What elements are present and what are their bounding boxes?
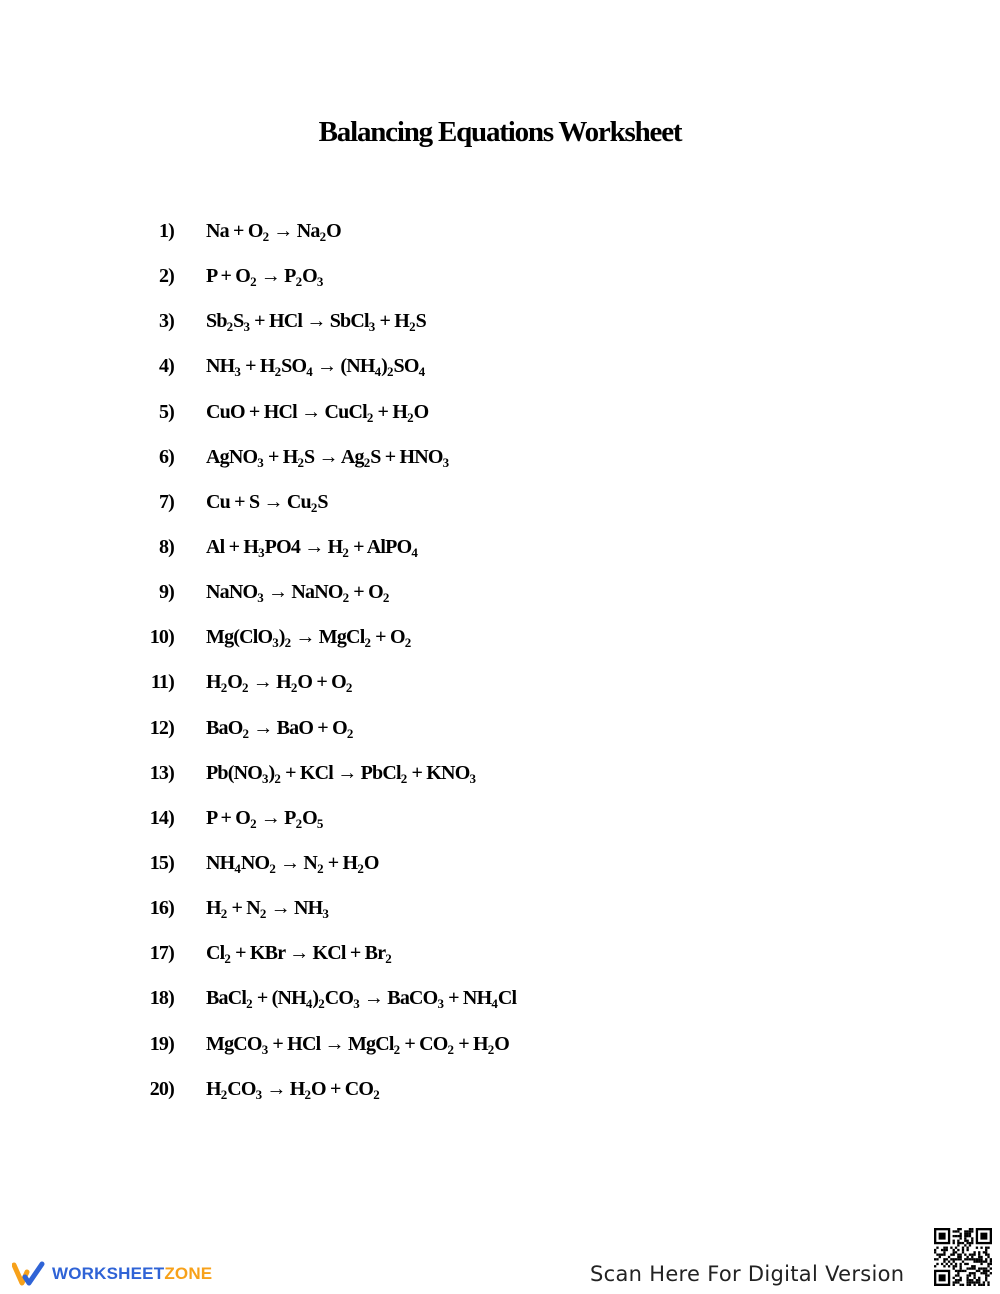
problem-number: 4) xyxy=(158,355,174,378)
chemical-equation: NaNO$_3$ → NaNO$_2$ + $O_2$ xyxy=(206,581,390,606)
problem-list xyxy=(0,212,1000,1115)
chemical-equation: $Sb_2S_3$ + HCl → SbCl$_3$ + $H_2S$ xyxy=(206,310,426,335)
problem-number: 13) xyxy=(149,761,174,784)
problem-item xyxy=(0,709,1000,754)
chemical-equation: $NH_4NO_2 \to N_2 + H_2O$ xyxy=(206,851,379,876)
chemical-equation: $P + O_2 \to P_2O_5$ xyxy=(206,806,324,831)
chemical-equation: $Mg(ClO_3)_2$ → MgCl$_2$ + $O_2$ xyxy=(206,626,412,651)
problem-number: 20) xyxy=(149,1077,174,1100)
problem-item xyxy=(0,573,1000,618)
problem-number: 15) xyxy=(149,851,174,874)
problem-number: 12) xyxy=(149,716,174,739)
chemical-equation: $H_2CO_3 \to H_2O + CO_2$ xyxy=(206,1077,380,1102)
qr-code-icon[interactable] xyxy=(934,1228,992,1286)
problem-item xyxy=(0,754,1000,799)
problem-item xyxy=(0,347,1000,392)
problem-number: 2) xyxy=(158,265,174,288)
problem-number: 18) xyxy=(149,987,174,1010)
problem-number: 5) xyxy=(158,400,174,423)
problem-number: 9) xyxy=(158,581,174,604)
chemical-equation: $Na + O_2 \to Na_2O$ xyxy=(206,220,341,244)
worksheet-zone-logo-icon xyxy=(12,1261,46,1287)
problem-item xyxy=(0,483,1000,528)
scan-caption: Scan Here For Digital Version xyxy=(590,1262,905,1286)
problem-number: 6) xyxy=(158,445,174,468)
problem-item xyxy=(0,663,1000,708)
logo-text-zone: ZONE xyxy=(164,1264,213,1283)
problem-number: 3) xyxy=(158,310,174,333)
problem-item xyxy=(0,1025,1000,1070)
problem-number: 16) xyxy=(149,897,174,920)
chemical-equation: $Al + H_3PO4 \to H_2$ + AlPO$_4$ xyxy=(206,535,418,560)
problem-item xyxy=(0,393,1000,438)
chemical-equation: $H_2O_2 \to H_2O + O_2$ xyxy=(206,671,353,696)
problem-number: 7) xyxy=(158,490,174,513)
chemical-equation: $H_2 + N_2 \to NH_3$ xyxy=(206,897,329,922)
problem-item xyxy=(0,257,1000,302)
logo-text-worksheet: WORKSHEET xyxy=(52,1264,165,1283)
problem-number: 11) xyxy=(150,671,174,694)
chemical-equation: BaCl$_2$ + $(NH_4)_2CO_3$ → BaCO$_3$ + $NH_4Cl$ xyxy=(206,987,517,1012)
problem-number: 1) xyxy=(158,220,174,242)
chemical-equation: BaO$_2$ → BaO + $O_2$ xyxy=(206,716,354,741)
problem-item xyxy=(0,889,1000,934)
problem-item xyxy=(0,618,1000,663)
problem-item xyxy=(0,979,1000,1024)
problem-number: 19) xyxy=(149,1032,174,1055)
problem-item xyxy=(0,438,1000,483)
chemical-equation: MgCO$_3$ + HCl → MgCl$_2$ + $CO_2 + H_2O$ xyxy=(206,1032,510,1057)
problem-item xyxy=(0,1070,1000,1115)
problem-item xyxy=(0,212,1000,257)
problem-number: 17) xyxy=(149,942,174,965)
chemical-equation: CuO + HCl → CuCl$_2$ + $H_2O$ xyxy=(206,400,429,425)
problem-number: 14) xyxy=(149,806,174,829)
problem-item xyxy=(0,302,1000,347)
problem-item xyxy=(0,934,1000,979)
chemical-equation: $P + O_2 \to P_2O_3$ xyxy=(206,265,324,290)
chemical-equation: $Cu + S \to Cu_2S$ xyxy=(206,490,328,515)
problem-item xyxy=(0,528,1000,573)
problem-number: 10) xyxy=(149,626,174,649)
problem-item xyxy=(0,844,1000,889)
problem-number: 8) xyxy=(158,535,174,558)
chemical-equation: $NH_3 + H_2SO_4 \to (NH_4)_2SO_4$ xyxy=(206,355,426,380)
chemical-equation: $Pb(NO_3)_2$ + KCl → PbCl$_2$ + $KNO_3$ xyxy=(206,761,476,786)
problem-item xyxy=(0,799,1000,844)
page-title: Balancing Equations Worksheet xyxy=(318,116,682,148)
chemical-equation: AgNO$_3$ + $H_2S \to Ag_2S + HNO_3$ xyxy=(206,445,450,470)
chemical-equation: $Cl_2$ + KBr → KCl + $Br_2$ xyxy=(206,942,392,967)
worksheet-zone-logo[interactable] xyxy=(12,1258,212,1290)
